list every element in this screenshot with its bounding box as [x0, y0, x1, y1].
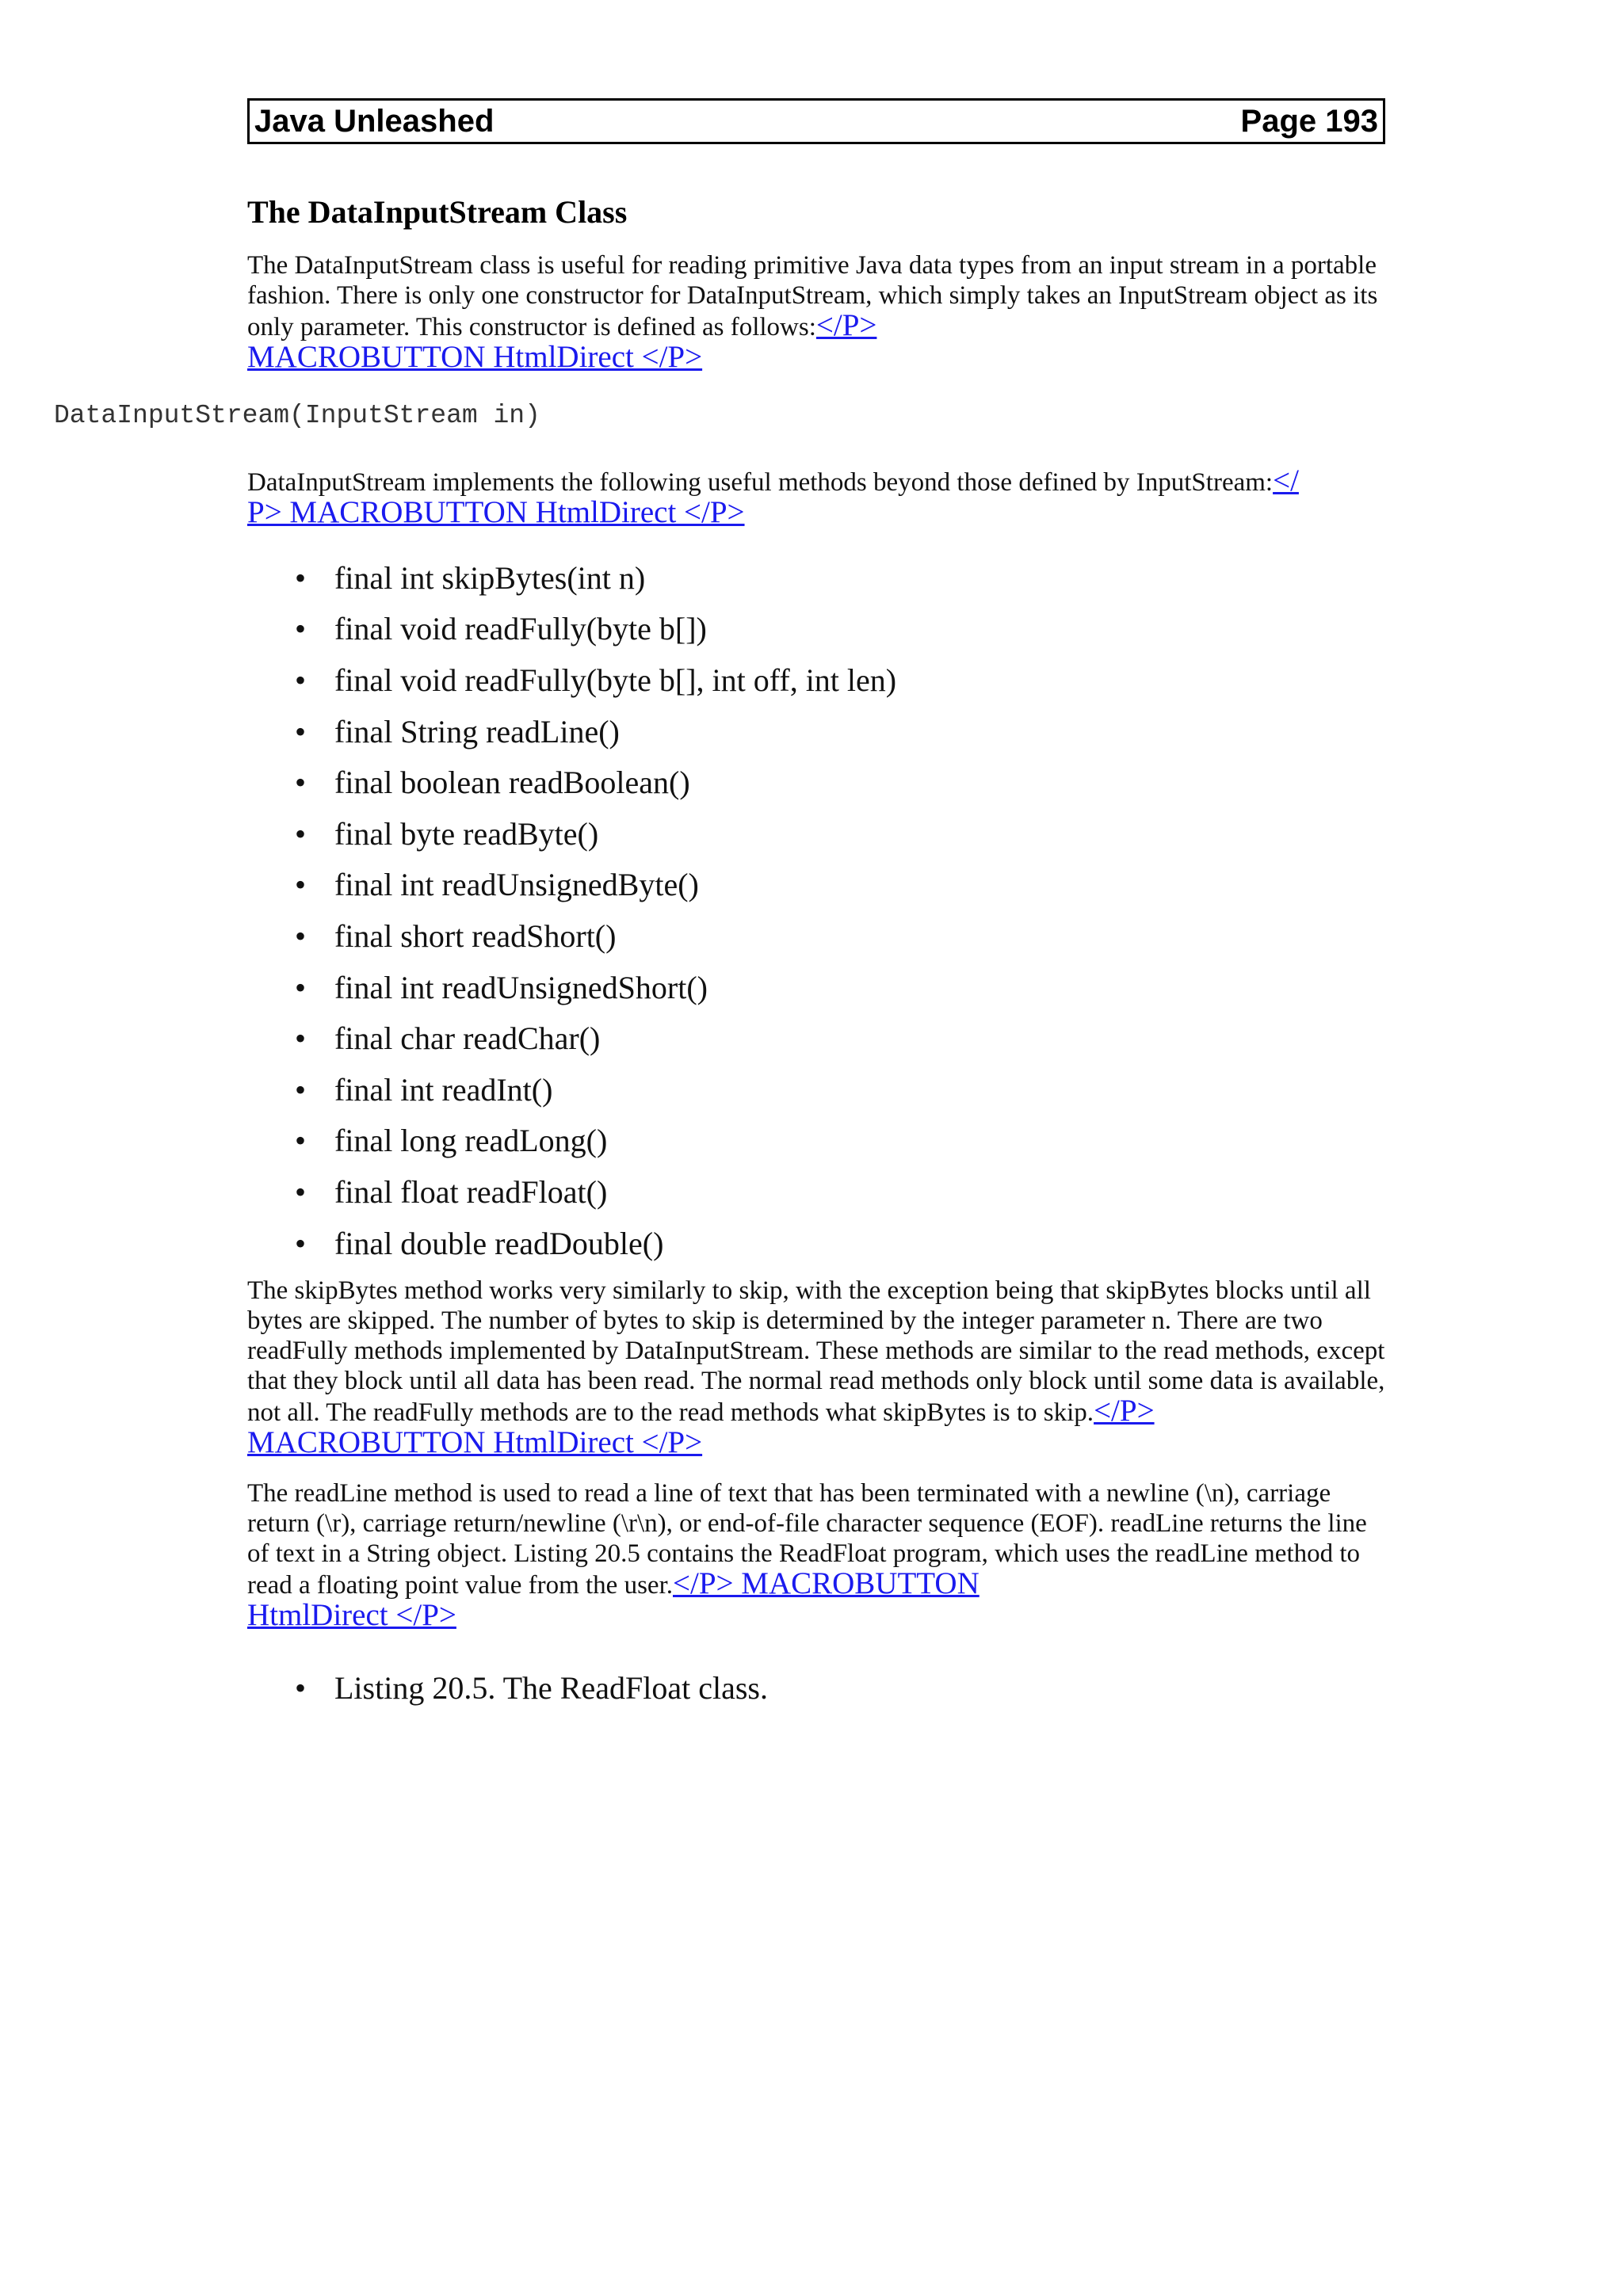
method-name: final int skipBytes(int n) — [334, 559, 646, 596]
method-name: final int readUnsignedByte() — [334, 867, 699, 903]
list-item — [295, 757, 896, 808]
bullet-icon: • — [295, 713, 307, 749]
bullet-icon: • — [295, 662, 307, 698]
bullet-icon: • — [295, 1071, 307, 1108]
listing-list — [295, 1662, 768, 1713]
methods-list — [295, 552, 896, 1268]
skipbytes-paragraph — [247, 1276, 1388, 1459]
method-name: final boolean readBoolean() — [334, 765, 690, 801]
readline-paragraph — [247, 1478, 1388, 1632]
list-item — [295, 604, 896, 655]
skipbytes-text: The skipBytes method works very similarly to skip, with the exception being that skipBytes blocks until all bytes are skipped. The number of bytes to skip is determined by the integer parameter n. There are two readFully methods implemented by DataInputStream. These methods are similar to the read methods, except that they block until all data has been read. The normal read methods only block until some data is available, not all. The readFully methods are to the read methods what skipBytes is to skip. — [247, 1276, 1385, 1427]
list-item — [295, 962, 896, 1013]
method-name: final int readInt() — [334, 1071, 553, 1108]
bullet-icon: • — [295, 765, 307, 801]
methods-intro-paragraph — [247, 463, 1388, 529]
list-item — [295, 654, 896, 706]
method-name: final void readFully(byte b[]) — [334, 611, 707, 647]
html-direct-link-4a[interactable]: </P> MACROBUTTON — [673, 1566, 980, 1600]
list-item — [295, 1013, 896, 1064]
method-name: final float readFloat() — [334, 1173, 608, 1210]
html-direct-link-1a[interactable]: </P> — [815, 308, 877, 342]
bullet-icon: • — [295, 1020, 307, 1057]
listing-caption: Listing 20.5. The ReadFloat class. — [334, 1669, 768, 1706]
bullet-icon: • — [295, 815, 307, 852]
list-item — [295, 910, 896, 962]
list-item — [295, 860, 896, 911]
list-item — [295, 1064, 896, 1116]
list-item — [295, 1662, 768, 1713]
intro-text: The DataInputStream class is useful for reading primitive Java data types from an input stream in a portable fashion. There is only one constructor for DataInputStream, which simply takes an InputStream object as its only parameter. This constructor is defined as follows: — [247, 251, 1378, 341]
list-item — [295, 552, 896, 604]
bullet-icon: • — [295, 867, 307, 903]
book-title: Java Unleashed — [254, 103, 495, 139]
list-item — [295, 1218, 896, 1269]
bullet-icon: • — [295, 559, 307, 596]
html-direct-link-1b[interactable]: MACROBUTTON HtmlDirect </P> — [247, 340, 703, 374]
bullet-icon: • — [295, 1123, 307, 1159]
html-direct-link-3[interactable]: </P> MACROBUTTON HtmlDirect </P> — [247, 1394, 1155, 1459]
bullet-icon: • — [295, 611, 307, 647]
page-number: Page 193 — [1240, 103, 1378, 139]
bullet-icon: • — [295, 1173, 307, 1210]
bullet-icon: • — [295, 1225, 307, 1261]
section-heading: The DataInputStream Class — [247, 194, 628, 230]
page-header — [247, 98, 1385, 144]
list-item — [295, 1116, 896, 1167]
method-name: final double readDouble() — [334, 1225, 664, 1261]
bullet-icon: • — [295, 1669, 307, 1706]
constructor-code: DataInputStream(InputStream in) — [54, 401, 540, 430]
method-name: final short readShort() — [334, 917, 617, 954]
method-name: final int readUnsignedShort() — [334, 969, 708, 1005]
methods-intro-text: DataInputStream implements the following useful methods beyond those defined by InputStream: — [247, 468, 1274, 497]
list-item — [295, 706, 896, 757]
method-name: final String readLine() — [334, 713, 620, 749]
method-name: final byte readByte() — [334, 815, 599, 852]
html-direct-link-2b[interactable]: P> MACROBUTTON HtmlDirect </P> — [247, 495, 745, 529]
html-direct-link-2a[interactable]: </ — [1273, 463, 1299, 498]
list-item — [295, 808, 896, 860]
list-item — [295, 1166, 896, 1218]
bullet-icon: • — [295, 969, 307, 1005]
method-name: final void readFully(byte b[], int off, int len) — [334, 662, 897, 698]
intro-paragraph — [247, 250, 1388, 374]
readline-text: The readLine method is used to read a line of text that has been terminated with a newline (\n), carriage return (\r), carriage return/newline (\r\n), or end-of-file character sequence (EOF). readLine returns the line of text in a String object. Listing 20.5 contains the ReadFloat program, which uses the readLine method to read a floating point value from the user. — [247, 1479, 1367, 1600]
method-name: final long readLong() — [334, 1123, 608, 1159]
method-name: final char readChar() — [334, 1020, 601, 1057]
bullet-icon: • — [295, 917, 307, 954]
html-direct-link-4b[interactable]: HtmlDirect </P> — [247, 1598, 456, 1632]
